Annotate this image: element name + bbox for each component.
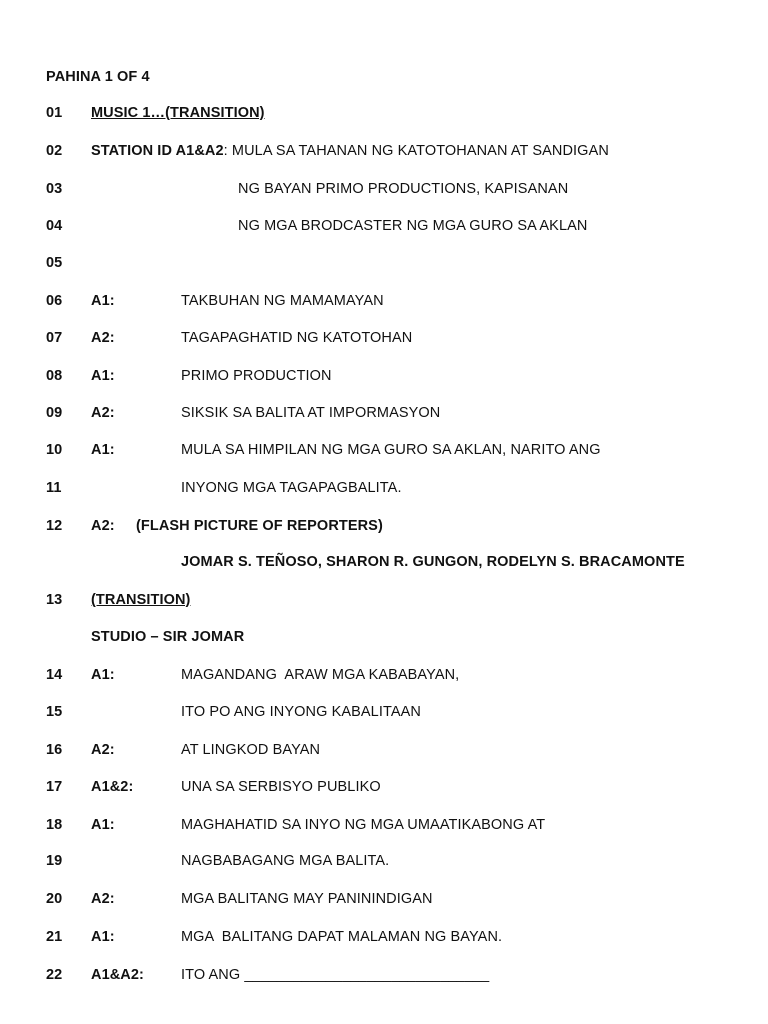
line-number: 13 <box>46 592 63 608</box>
reporter-names: JOMAR S. TEÑOSO, SHARON R. GUNGON, RODELYN S. BRACAMONTE <box>181 554 685 570</box>
speaker-label: A1: <box>91 929 115 945</box>
page-number-header: PAHINA 1 OF 4 <box>46 69 150 85</box>
cue-label: STATION ID A1&A2 <box>91 143 224 159</box>
line-number: 16 <box>46 742 63 758</box>
script-text: PRIMO PRODUCTION <box>181 368 332 384</box>
script-text: UNA SA SERBISYO PUBLIKO <box>181 779 381 795</box>
line-number: 05 <box>46 255 63 271</box>
speaker-label: A2: <box>91 405 115 421</box>
line-number: 15 <box>46 704 63 720</box>
script-text: MAGANDANG ARAW MGA KABABAYAN, <box>181 667 460 683</box>
script-text: AT LINGKOD BAYAN <box>181 742 321 758</box>
line-number: 21 <box>46 929 63 945</box>
line-number: 07 <box>46 330 63 346</box>
script-text: MGA BALITANG DAPAT MALAMAN NG BAYAN. <box>181 929 503 945</box>
script-text-blank: ITO ANG ______________________________ <box>181 967 490 983</box>
script-line <box>91 142 609 160</box>
line-number: 22 <box>46 967 63 983</box>
speaker-label: A1: <box>91 293 115 309</box>
speaker-label: A1&A2: <box>91 967 144 983</box>
script-text: TAGAPAGHATID NG KATOTOHAN <box>181 330 413 346</box>
script-text: SIKSIK SA BALITA AT IMPORMASYON <box>181 405 441 421</box>
speaker-label: A1: <box>91 667 115 683</box>
line-number: 03 <box>46 181 63 197</box>
line-number: 01 <box>46 105 63 121</box>
line-number: 20 <box>46 891 63 907</box>
cue-label: (TRANSITION) <box>91 592 191 608</box>
line-number: 08 <box>46 368 63 384</box>
script-text: ITO PO ANG INYONG KABALITAAN <box>181 704 421 720</box>
line-number: 14 <box>46 667 63 683</box>
speaker-label: A2: <box>91 742 115 758</box>
line-number: 09 <box>46 405 63 421</box>
speaker-label: A1: <box>91 368 115 384</box>
line-number: 06 <box>46 293 63 309</box>
line-number: 18 <box>46 817 63 833</box>
speaker-label: A1: <box>91 442 115 458</box>
line-number: 19 <box>46 853 63 869</box>
speaker-label: A1&2: <box>91 779 134 795</box>
script-text: NAGBABAGANG MGA BALITA. <box>181 853 390 869</box>
line-number: 12 <box>46 518 63 534</box>
script-text: MGA BALITANG MAY PANININDIGAN <box>181 891 433 907</box>
speaker-label: A2: <box>91 518 115 534</box>
script-text: NG MGA BRODCASTER NG MGA GURO SA AKLAN <box>238 218 588 234</box>
speaker-label: A2: <box>91 891 115 907</box>
line-number: 17 <box>46 779 63 795</box>
script-text: TAKBUHAN NG MAMAMAYAN <box>181 293 384 309</box>
studio-label: STUDIO – SIR JOMAR <box>91 629 245 645</box>
line-number: 04 <box>46 218 63 234</box>
script-text: INYONG MGA TAGAPAGBALITA. <box>181 480 402 496</box>
script-text: MAGHAHATID SA INYO NG MGA UMAATIKABONG AT <box>181 817 546 833</box>
script-text: : MULA SA TAHANAN NG KATOTOHANAN AT SANDIGAN <box>223 143 609 159</box>
script-text: NG BAYAN PRIMO PRODUCTIONS, KAPISANAN <box>238 181 569 197</box>
speaker-label: A1: <box>91 817 115 833</box>
line-number: 10 <box>46 442 63 458</box>
line-number: 11 <box>46 480 62 496</box>
script-text: MULA SA HIMPILAN NG MGA GURO SA AKLAN, NARITO ANG <box>181 442 601 458</box>
cue-label: (FLASH PICTURE OF REPORTERS) <box>136 518 383 534</box>
cue-label: MUSIC 1…(TRANSITION) <box>91 105 265 121</box>
speaker-label: A2: <box>91 330 115 346</box>
line-number: 02 <box>46 143 63 159</box>
